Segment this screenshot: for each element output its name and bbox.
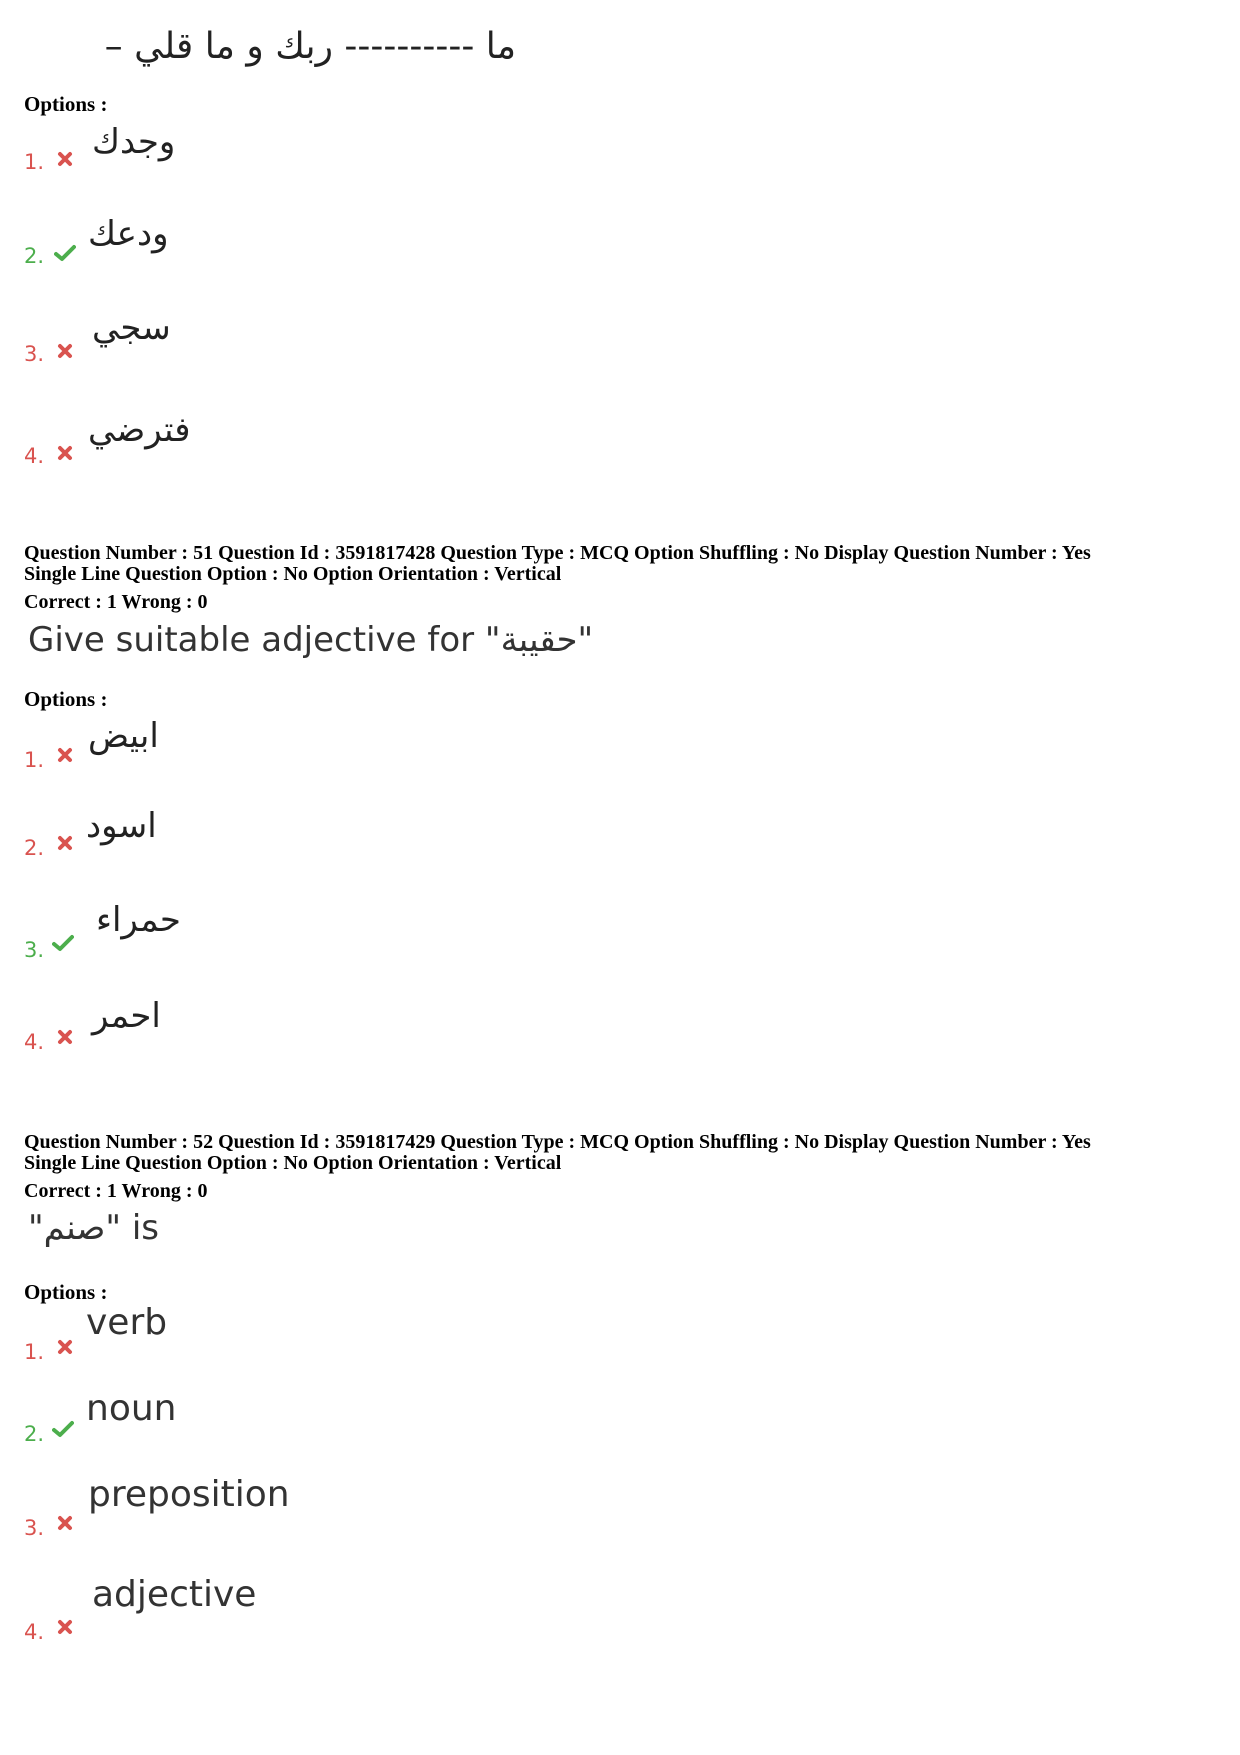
option-number: 2. — [24, 244, 45, 268]
option-number: 3. — [24, 938, 45, 962]
option-number: 4. — [24, 444, 45, 468]
cross-mark-icon — [56, 1514, 74, 1532]
option-number: 4. — [24, 1620, 45, 1644]
options-label: Options : — [24, 687, 108, 711]
question-meta-line: Question Number : 52 Question Id : 3591817429 Question Type : MCQ Option Shuffling : No Display Question Number : Yes — [24, 1131, 1091, 1153]
option-number: 1. — [24, 150, 45, 174]
option-text: وجدك — [92, 122, 176, 162]
cross-mark-icon — [56, 444, 74, 462]
option-number: 2. — [24, 836, 45, 860]
question-meta-line: Single Line Question Option : No Option Orientation : Vertical — [24, 563, 562, 585]
option-text: فترضي — [88, 410, 191, 450]
check-mark-icon — [54, 244, 76, 262]
option-number: 2. — [24, 1422, 45, 1446]
question-stem: ما ---------- ربك و ما قلي – — [104, 26, 516, 67]
option-text: noun — [86, 1388, 177, 1429]
cross-mark-icon — [56, 746, 74, 764]
question-stem: "صنم" is — [28, 1208, 160, 1248]
cross-mark-icon — [56, 1028, 74, 1046]
marks-line: Correct : 1 Wrong : 0 — [24, 1180, 208, 1202]
option-number: 4. — [24, 1030, 45, 1054]
check-mark-icon — [52, 1420, 74, 1438]
option-text: preposition — [88, 1474, 290, 1515]
options-label: Options : — [24, 92, 108, 116]
question-meta-line: Single Line Question Option : No Option Orientation : Vertical — [24, 1152, 562, 1174]
cross-mark-icon — [56, 1618, 74, 1636]
cross-mark-icon — [56, 342, 74, 360]
cross-mark-icon — [56, 150, 74, 168]
marks-line: Correct : 1 Wrong : 0 — [24, 591, 208, 613]
option-text: ابيض — [88, 716, 159, 756]
option-text: verb — [86, 1302, 168, 1343]
cross-mark-icon — [56, 1338, 74, 1356]
option-number: 3. — [24, 1516, 45, 1540]
option-number: 1. — [24, 748, 45, 772]
question-stem: Give suitable adjective for "حقيبة" — [28, 620, 594, 660]
cross-mark-icon — [56, 834, 74, 852]
option-text: احمر — [92, 996, 161, 1036]
question-meta-line: Question Number : 51 Question Id : 3591817428 Question Type : MCQ Option Shuffling : No Display Question Number : Yes — [24, 542, 1091, 564]
option-number: 3. — [24, 342, 45, 366]
option-text: adjective — [92, 1574, 257, 1615]
options-label: Options : — [24, 1280, 108, 1304]
option-text: ودعك — [88, 214, 169, 254]
option-text: حمراء — [96, 900, 181, 940]
option-number: 1. — [24, 1340, 45, 1364]
option-text: اسود — [86, 806, 157, 846]
check-mark-icon — [52, 934, 74, 952]
option-text: سجي — [92, 308, 171, 348]
